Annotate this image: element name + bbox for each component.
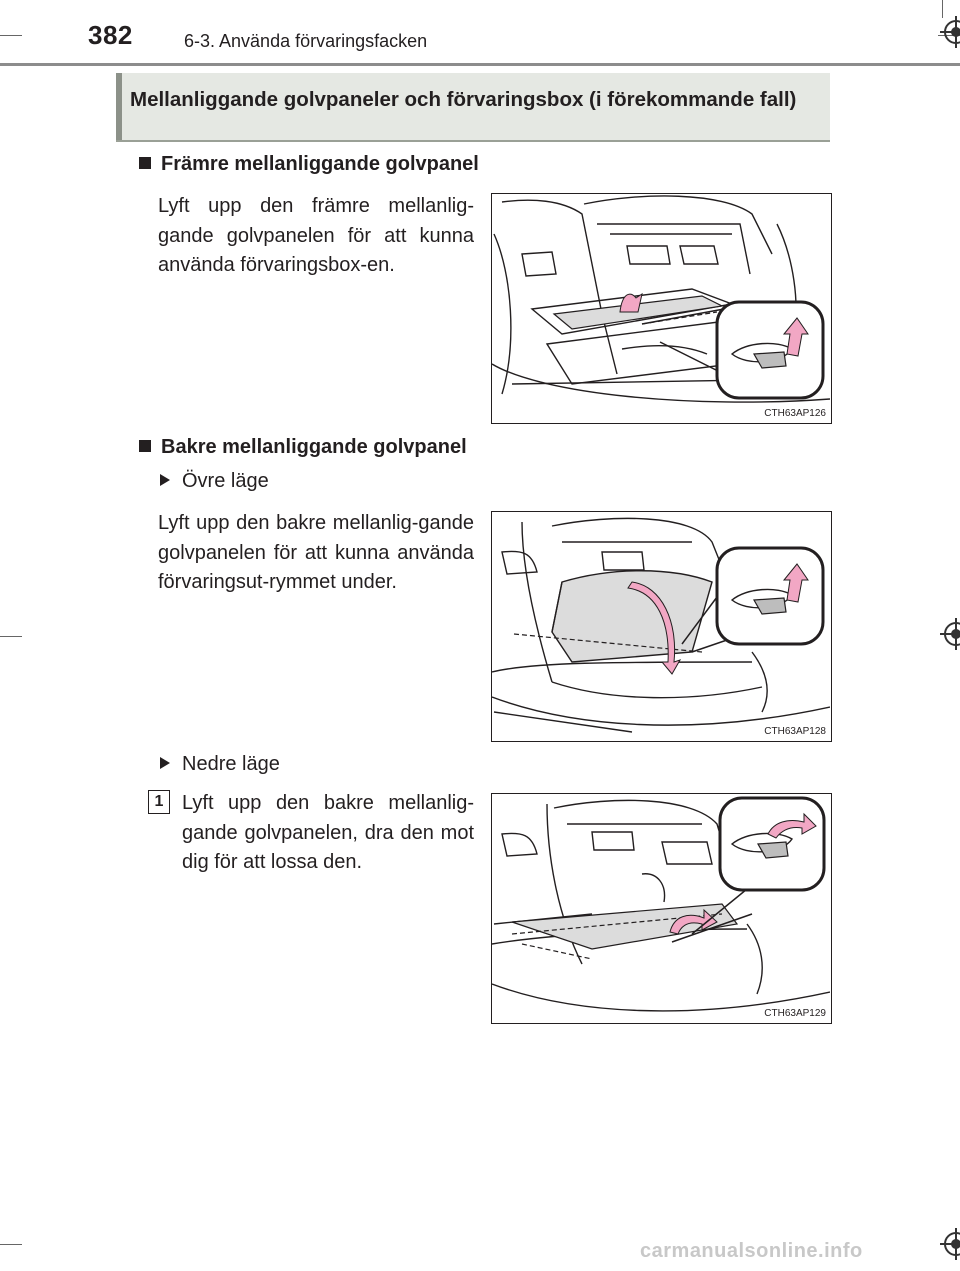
figure-code: CTH63AP129 xyxy=(764,1008,826,1019)
lower-position-label-text: Nedre läge xyxy=(182,753,280,775)
crop-mark xyxy=(942,0,943,18)
trunk-illustration-upper xyxy=(492,512,830,740)
upper-position-figure xyxy=(491,511,832,742)
triangle-bullet-icon xyxy=(160,757,170,769)
section-title: Mellanliggande golvpaneler och förvaringsbox (i förekommande fall) xyxy=(130,88,797,111)
front-panel-figure xyxy=(491,193,832,424)
watermark: carmanualsonline.info xyxy=(640,1240,863,1262)
rear-panel-heading-text: Bakre mellanliggande golvpanel xyxy=(161,436,467,458)
running-header: 6-3. Använda förvaringsfacken xyxy=(184,31,428,51)
trunk-illustration-lower xyxy=(492,794,830,1022)
lower-position-text: Lyft upp den bakre mellanlig-gande golvpanelen, dra den mot dig för att lossa den. xyxy=(182,792,474,873)
upper-position-text: Lyft upp den bakre mellanlig-gande golvpanelen för att kunna använda förvaringsut-rymmet under. xyxy=(158,512,474,593)
lower-position-label xyxy=(160,753,280,776)
lower-position-figure xyxy=(491,793,832,1024)
upper-position-label xyxy=(160,470,269,493)
step-number-badge: 1 xyxy=(148,790,170,814)
registration-mark-icon xyxy=(944,622,960,646)
header-rule xyxy=(0,63,960,66)
registration-mark-icon xyxy=(944,20,960,44)
front-panel-heading xyxy=(139,153,479,176)
crop-mark xyxy=(0,636,22,637)
rear-panel-heading xyxy=(139,436,467,459)
square-bullet-icon xyxy=(139,157,151,169)
upper-position-label-text: Övre läge xyxy=(182,470,269,492)
figure-code: CTH63AP128 xyxy=(764,726,826,737)
registration-mark-icon xyxy=(944,1232,960,1256)
square-bullet-icon xyxy=(139,440,151,452)
crop-mark xyxy=(0,35,22,36)
triangle-bullet-icon xyxy=(160,474,170,486)
page-number: 382 xyxy=(88,20,133,50)
front-panel-heading-text: Främre mellanliggande golvpanel xyxy=(161,153,479,175)
trunk-illustration-front xyxy=(492,194,830,422)
front-panel-text: Lyft upp den främre mellanlig-gande golvpanelen för att kunna använda förvaringsbox-en. xyxy=(158,195,474,276)
section-title-box xyxy=(116,73,830,142)
crop-mark xyxy=(0,1244,22,1245)
figure-code: CTH63AP126 xyxy=(764,408,826,419)
section-bar xyxy=(116,73,122,140)
